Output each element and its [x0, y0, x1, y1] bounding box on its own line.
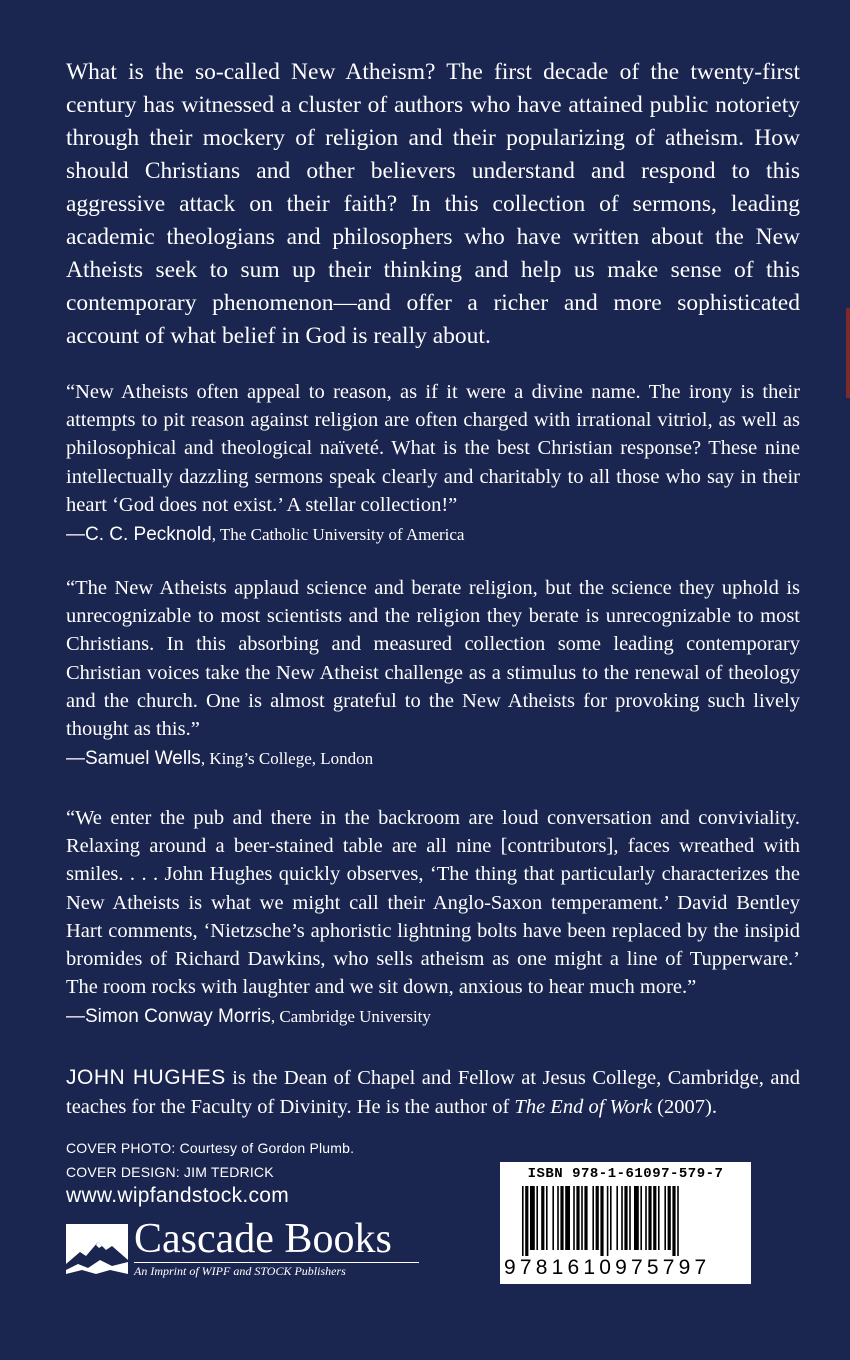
barcode-bar — [672, 1186, 675, 1256]
barcode-bar — [557, 1186, 559, 1250]
barcode-bar — [576, 1186, 579, 1250]
barcode-bar — [525, 1186, 528, 1256]
barcode-bar — [584, 1186, 587, 1250]
endorsement-attribution — [66, 745, 800, 773]
endorser-name: —Simon Conway Morris — [66, 1006, 271, 1028]
publisher-logo — [66, 1216, 426, 1288]
isbn-label: ISBN 978-1-61097-579-7 — [527, 1166, 724, 1182]
endorsement-attribution — [66, 521, 800, 549]
endorsement-quote: “The New Atheists applaud science and berate religion, but the science they uphold is unrecognizable to most scientists and the religion they berate is unrecognizable to most Christians. In this absorbing and measured collection some leading contemporary Christian voices take the New Atheist challenge as a stimulus to the renewal of theology and the church. One is almost grateful to the New Atheists for provoking such lively thought as this.” — [66, 577, 800, 741]
endorser-affiliation: , Cambridge University — [270, 1007, 431, 1027]
endorsement-2 — [66, 574, 800, 773]
barcode-bar — [546, 1186, 548, 1250]
endorser-affiliation: , The Catholic University of America — [211, 525, 465, 545]
cover-credits — [66, 1136, 354, 1184]
author-book-title: The End of Work — [514, 1095, 653, 1118]
barcode-bar — [634, 1186, 639, 1250]
barcode-bar — [640, 1186, 642, 1250]
publisher-website[interactable]: www.wipfandstock.com — [66, 1184, 290, 1207]
barcode-bar — [658, 1186, 660, 1250]
barcode-bar — [530, 1186, 535, 1250]
author-bio-end: (2007). — [652, 1095, 717, 1118]
endorsement-quote: “We enter the pub and there in the backroom are loud conversation and conviviality. Relaxing around a beer-stained table are all nine [contributors], faces wreathed with smiles. . . . John Hughes quickly observes, ‘The thing that particularly characterizes the New Atheists is what we might call their Anglo-Saxon temperament.’ David Bentley Hart comments, ‘Nietzsche’s aphoristic lightning bolts have been replaced by the insipid bromides of Richard Dawkins, who sells atheism as one might a line of Tupperware.’ The room rocks with laughter and we sit down, anxious to hear much more.” — [66, 807, 800, 999]
barcode-bars — [522, 1186, 732, 1256]
publisher-name: Cascade Books — [134, 1216, 392, 1262]
barcode-bar — [621, 1186, 623, 1250]
barcode-bar — [600, 1186, 603, 1256]
barcode-bar — [677, 1186, 679, 1256]
endorser-affiliation: , King’s College, London — [200, 749, 374, 769]
author-bio-text: is the Dean of Chapel and Fellow at Jesus College, Cambridge, and teaches for the Faculty of Divinity. He is the author of — [66, 1067, 800, 1118]
endorsement-1 — [66, 378, 800, 549]
mountain-logo-icon — [66, 1224, 128, 1280]
barcode-bar — [573, 1186, 575, 1250]
barcode-bar — [653, 1186, 656, 1250]
barcode-bar — [607, 1186, 609, 1256]
barcode-bar — [552, 1186, 554, 1250]
cover-design-credit: COVER DESIGN: JIM TEDRICK — [66, 1164, 274, 1180]
barcode-bar — [522, 1186, 524, 1256]
publisher-tagline: An Imprint of WIPF and STOCK Publishers — [134, 1264, 346, 1278]
isbn-digits: 9781610975797 — [504, 1256, 711, 1279]
author-bio — [66, 1064, 800, 1121]
edge-accent-stripe — [846, 308, 850, 398]
barcode-bar — [629, 1186, 631, 1250]
barcode-bar — [560, 1186, 563, 1250]
barcode-bar — [541, 1186, 544, 1250]
barcode-bar — [624, 1186, 627, 1250]
endorsement-3 — [66, 804, 800, 1032]
barcode-bar — [668, 1186, 671, 1250]
endorser-name: —C. C. Pecknold — [66, 524, 212, 546]
barcode-bar — [645, 1186, 647, 1250]
endorsement-attribution — [66, 1003, 800, 1031]
barcode-bar — [664, 1186, 666, 1250]
barcode-bar — [592, 1186, 594, 1250]
barcode-bar — [648, 1186, 651, 1250]
cover-photo-credit: COVER PHOTO: Courtesy of Gordon Plumb. — [66, 1140, 355, 1156]
barcode-bar — [616, 1186, 618, 1250]
endorser-name: —Samuel Wells — [66, 748, 201, 770]
barcode-bar — [536, 1186, 538, 1250]
barcode-bar — [581, 1186, 583, 1250]
barcode-bar — [596, 1186, 599, 1250]
publisher-divider — [134, 1262, 419, 1263]
endorsement-quote: “New Atheists often appeal to reason, as if it were a divine name. The irony is their attempts to pit reason against religion are often charged with irrational vitriol, as well as philosophical and theological naïveté. What is the best Christian response? These nine intellectually dazzling sermons speak clearly and charitably to all those who say in their heart ‘God does not exist.’ A stellar collection!” — [66, 381, 800, 516]
barcode-bar — [610, 1186, 612, 1250]
isbn-barcode — [500, 1162, 751, 1284]
barcode-bar — [565, 1186, 570, 1250]
author-name: JOHN HUGHES — [66, 1066, 226, 1089]
book-description: What is the so-called New Atheism? The first decade of the twenty-first century has witnessed a cluster of authors who have attained public notoriety through their mockery of religion and their popularizing of atheism. How should Christians and other believers understand and respond to this aggressive attack on their faith? In this collection of sermons, leading academic theologians and philosophers who have written about the New Atheists seek to sum up their thinking and help us make sense of this contemporary phenomenon—and offer a richer and more sophisticated account of what belief in God is really about. — [66, 59, 800, 349]
